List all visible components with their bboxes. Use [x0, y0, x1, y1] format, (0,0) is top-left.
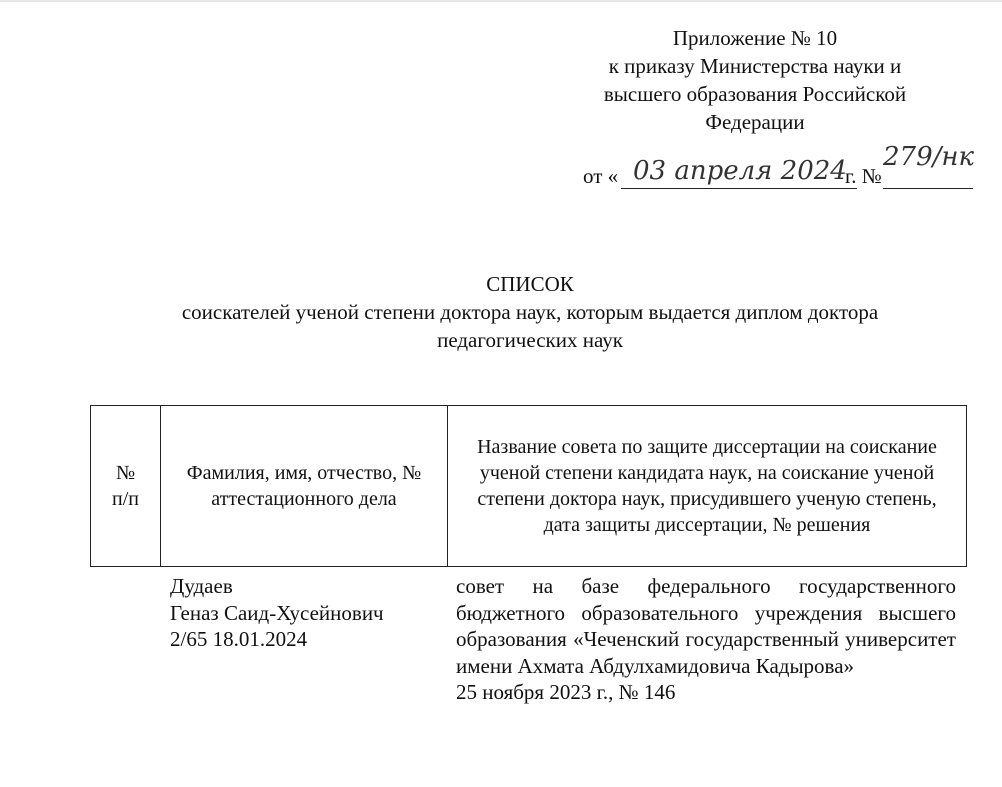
- header-council: Название совета по защите диссертации на соискание ученой степени кандидата наук, на соискание ученой степени доктора наук, присудившего ученую степень, дата защиты диссертации, № решения: [477, 436, 937, 536]
- candidate-name: Дудаев Геназ Саид-Хусейнович 2/65 18.01.2024: [170, 574, 384, 651]
- handwritten-date: 03 апреля 2024: [633, 156, 847, 186]
- handwritten-order-number: 279/нк: [883, 142, 975, 172]
- council-name: совет на базе федерального государственного бюджетного образовательного учреждения высшего образования «Чеченский государственный университет имени Ахмата Абдулхамидовича Кадырова»: [456, 574, 956, 678]
- page-edge: [0, 0, 1002, 2]
- table-header: [90, 405, 967, 567]
- council-cell: [456, 573, 956, 706]
- title-subtitle-2: педагогических наук: [437, 328, 623, 352]
- order-date-line: [583, 142, 983, 196]
- appendix-number: Приложение № 10: [672, 26, 838, 50]
- defense-date-decision: 25 ноября 2023 г., № 146: [456, 680, 676, 704]
- header-number: № п/п: [91, 406, 161, 566]
- document-title: [100, 270, 960, 354]
- number-underline: [883, 188, 973, 189]
- order-year-suffix: г. №: [845, 164, 882, 188]
- header-name: Фамилия, имя, отчество, № аттестационного дела: [161, 406, 448, 566]
- date-underline: [621, 188, 857, 189]
- appendix-ministry: высшего образования Российской: [603, 82, 907, 106]
- title-subtitle-1: соискателей ученой степени доктора наук, которым выдается диплом доктора: [181, 300, 879, 324]
- appendix-federation: Федерации: [705, 110, 805, 134]
- appendix-order-ref: к приказу Министерства науки и: [608, 54, 902, 78]
- title-heading: СПИСОК: [486, 272, 574, 296]
- order-prefix: от «: [583, 164, 619, 188]
- appendix-block: [560, 24, 950, 136]
